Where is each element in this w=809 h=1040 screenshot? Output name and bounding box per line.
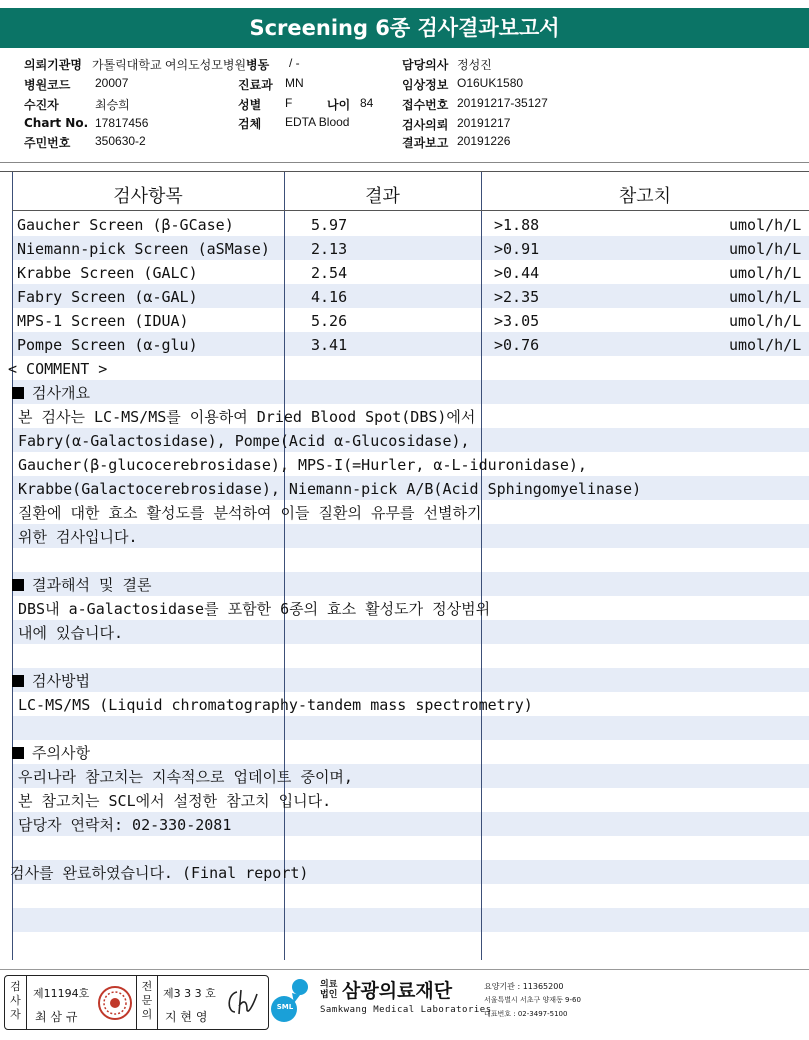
comment-line: Gaucher(β-glucocerebrosidase), MPS-I(=Hurler, α-L-iduronidase), [18,456,587,474]
signature-icon [223,986,263,1020]
label-patient: 수진자 [24,98,59,112]
comment-line: LC-MS/MS (Liquid chromatography-tandem mass spectrometry) [18,696,533,714]
table-cell-unit: umol/h/L [729,240,802,258]
table-cell-result: 2.54 [311,264,348,282]
table-cell-result: 4.16 [311,288,348,306]
specialist-license-no: 제3 3 3 호 [163,987,216,1000]
label-report-date: 결과보고 [402,136,449,150]
header-divider [0,162,809,163]
comment-line: 본 검사는 LC-MS/MS를 이용하여 Dried Blood Spot(DBS)에서 [18,408,476,426]
table-cell-item: Fabry Screen (α-GAL) [17,288,198,306]
square-bullet-icon [12,579,24,591]
grid-line [284,172,285,960]
label-clinical-info: 임상정보 [402,78,449,92]
label-age: 나이 [327,98,351,112]
examiner-label: 검 사 자 [5,976,27,1029]
label-resident-no: 주민번호 [24,136,71,150]
value-specimen: EDTA Blood [285,115,350,129]
comment-line: 내에 있습니다. [18,624,124,642]
label-sex: 성별 [238,98,262,112]
label-chart-no: Chart No. [24,116,89,130]
table-cell-ref: >2.35 [494,288,540,306]
table-cell-ref: >0.76 [494,336,540,354]
table-cell-item: Krabbe Screen (GALC) [17,264,198,282]
value-department: MN [285,76,304,90]
value-ward: / - [289,56,300,70]
org-name: 삼광의료재단 [342,980,453,1002]
value-chart-no: 17817456 [95,116,149,130]
value-doctor: 정성진 [457,58,492,72]
comment-line: 담당자 연락처: 02-330-2081 [18,816,232,834]
column-header-item: 검사항목 [113,186,183,207]
table-cell-ref: >3.05 [494,312,540,330]
footer-divider [0,969,809,970]
table-cell-ref: >1.88 [494,216,540,234]
section-overview [12,381,90,405]
column-header-reference: 참고치 [618,186,672,207]
label-ward: 병동 [246,58,270,72]
examiner-name: 최 삼 규 [35,1010,78,1024]
band [12,380,809,404]
logo-text: SML [276,1003,294,1011]
org-name-english: Samkwang Medical Laboratories [320,1005,492,1015]
label-receipt-no: 접수번호 [402,98,449,112]
square-bullet-icon [12,675,24,687]
final-report-note: 검사를 완료하였습니다. (Final report) [10,864,309,882]
section-title: 결과해석 및 결론 [32,576,152,594]
section-caution [12,741,90,765]
table-cell-unit: umol/h/L [729,288,802,306]
specialist-label: 전 문 의 [136,976,158,1029]
table-cell-item: Gaucher Screen (β-GCase) [17,216,234,234]
label-hospital-code: 병원코드 [24,78,71,92]
table-cell-item: Niemann-pick Screen (aSMase) [17,240,270,258]
section-method [12,669,90,693]
value-report-date: 20191226 [457,134,511,148]
org-code: 요양기관 : 11365200 [484,982,564,991]
comment-line: 우리나라 참고치는 지속적으로 업데이트 중이며, [18,768,353,786]
section-interpretation [12,573,152,597]
value-age: 84 [360,96,374,110]
table-cell-unit: umol/h/L [729,312,802,330]
org-address: 서울특별시 서초구 양재동 9-60 [484,996,581,1004]
sml-logo-icon [270,975,316,1025]
signature-box [4,975,269,1030]
comment-line: Krabbe(Galactocerebrosidase), Niemann-pick A/B(Acid Sphingomyelinase) [18,480,642,498]
table-top-border [0,171,809,172]
value-hospital-code: 20007 [95,76,129,90]
grid-line [12,172,13,960]
header-row-border [12,210,809,211]
value-request-date: 20191217 [457,116,511,130]
table-cell-unit: umol/h/L [729,216,802,234]
comment-line: 위한 검사입니다. [18,528,138,546]
label-institution: 의뢰기관명 [24,58,82,72]
band [12,716,809,740]
report-title: Screening 6종 검사결과보고서 [0,8,809,48]
table-cell-result: 3.41 [311,336,348,354]
org-phone: 대표번호 : 02-3497-5100 [484,1010,568,1018]
table-cell-ref: >0.44 [494,264,540,282]
label-specimen: 검체 [238,117,262,131]
value-clinical-info: O16UK1580 [457,76,524,90]
examiner-license-no: 제11194호 [33,987,90,1000]
comment-line: 본 참고치는 SCL에서 설정한 참고치 입니다. [18,792,332,810]
comment-line: Fabry(α-Galactosidase), Pompe(Acid α-Glucosidase), [18,432,470,450]
square-bullet-icon [12,387,24,399]
label-request-date: 검사의뢰 [402,118,449,132]
square-bullet-icon [12,747,24,759]
table-cell-ref: >0.91 [494,240,540,258]
table-cell-result: 5.97 [311,216,348,234]
seal-stamp-icon [97,985,133,1021]
table-cell-unit: umol/h/L [729,336,802,354]
table-cell-result: 2.13 [311,240,348,258]
section-title: 주의사항 [32,744,90,762]
value-resident-no: 350630-2 [95,134,146,148]
grid-line [481,172,482,960]
table-cell-unit: umol/h/L [729,264,802,282]
section-title: 검사방법 [32,672,90,690]
band [12,908,809,932]
band [12,668,809,692]
comment-heading: < COMMENT > [8,360,108,378]
column-header-result: 결과 [365,186,400,207]
value-patient: 최승희 [95,98,130,112]
value-sex: F [285,96,293,110]
table-cell-result: 5.26 [311,312,348,330]
specialist-name: 지 현 영 [165,1010,208,1024]
comment-line: 질환에 대한 효소 활성도를 분석하여 이들 질환의 유무를 선별하기 [18,504,482,522]
section-title: 검사개요 [32,384,90,402]
band [12,620,809,644]
org-type: 의료 법인 [320,980,338,1000]
label-doctor: 담당의사 [402,58,449,72]
value-institution: 가톨릭대학교 여의도성모병원 [92,58,247,72]
table-cell-item: Pompe Screen (α-glu) [17,336,198,354]
value-receipt-no: 20191217-35127 [457,96,548,110]
label-department: 진료과 [238,78,273,92]
comment-line: DBS내 a-Galactosidase를 포함한 6종의 효소 활성도가 정상범위 [18,600,491,618]
table-cell-item: MPS-1 Screen (IDUA) [17,312,189,330]
